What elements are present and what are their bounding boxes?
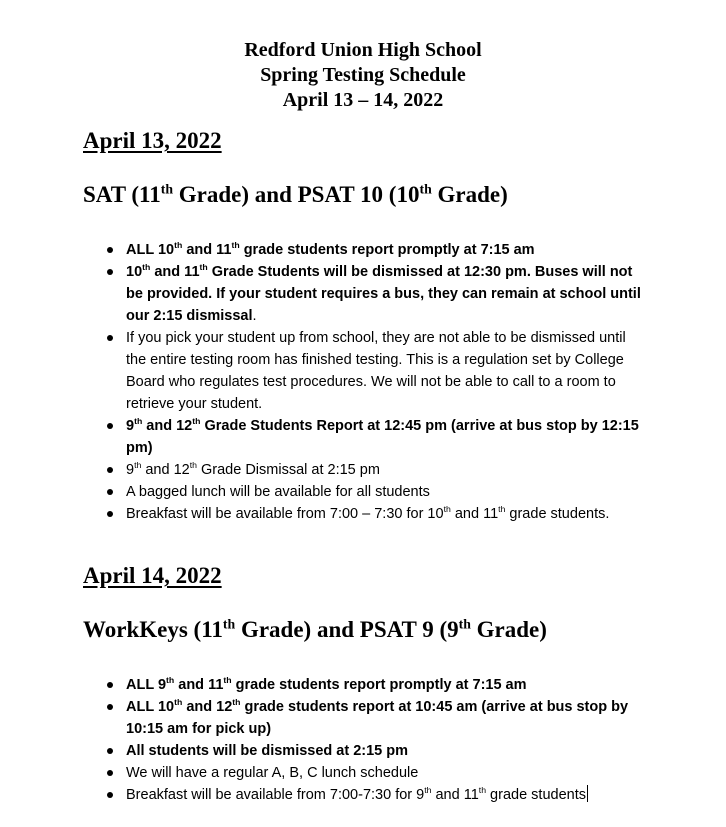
schedule-title: Spring Testing Schedule (260, 64, 466, 86)
list-item: Breakfast will be available from 7:00-7:30 for 9th and 11th grade students (126, 784, 646, 806)
list-item: ALL 9th and 11th grade students report promptly at 7:15 am (126, 674, 646, 696)
school-name: Redford Union High School (244, 39, 482, 61)
list-item: 9th and 12th Grade Dismissal at 2:15 pm (126, 459, 646, 481)
schedule-dates: April 13 – 14, 2022 (282, 89, 444, 111)
list-item: 10th and 11th Grade Students will be dismissed at 12:30 pm. Buses will not be provided. If your student requires a bus, they can remain at school until our 2:15 dismissal. (126, 261, 646, 327)
list-item: ALL 10th and 12th grade students report at 10:45 am (arrive at bus stop by 10:15 am for pick up) (126, 696, 646, 740)
day1-test-heading: SAT (11th Grade) and PSAT 10 (10th Grade) (83, 181, 508, 207)
document-title (0, 38, 726, 113)
day2-test-heading: WorkKeys (11th Grade) and PSAT 9 (9th Grade) (83, 616, 547, 642)
list-item: If you pick your student up from school, they are not able to be dismissed until the entire testing room has finished testing. This is a regulation set by College Board who regulates test procedures. We will not be able to call to a room to retrieve your student. (126, 327, 646, 415)
list-item: A bagged lunch will be available for all students (126, 481, 646, 503)
text-cursor[interactable] (587, 785, 588, 802)
day2-bullet-list (126, 674, 646, 806)
list-item: Breakfast will be available from 7:00 – 7:30 for 10th and 11th grade students. (126, 503, 646, 525)
list-item: ALL 10th and 11th grade students report promptly at 7:15 am (126, 239, 646, 261)
day1-bullet-list (126, 239, 646, 525)
list-item: We will have a regular A, B, C lunch schedule (126, 762, 646, 784)
day2-date-heading: April 14, 2022 (83, 563, 222, 588)
day1-date-heading: April 13, 2022 (83, 128, 222, 153)
list-item: 9th and 12th Grade Students Report at 12:45 pm (arrive at bus stop by 12:15 pm) (126, 415, 646, 459)
list-item: All students will be dismissed at 2:15 pm (126, 740, 646, 762)
